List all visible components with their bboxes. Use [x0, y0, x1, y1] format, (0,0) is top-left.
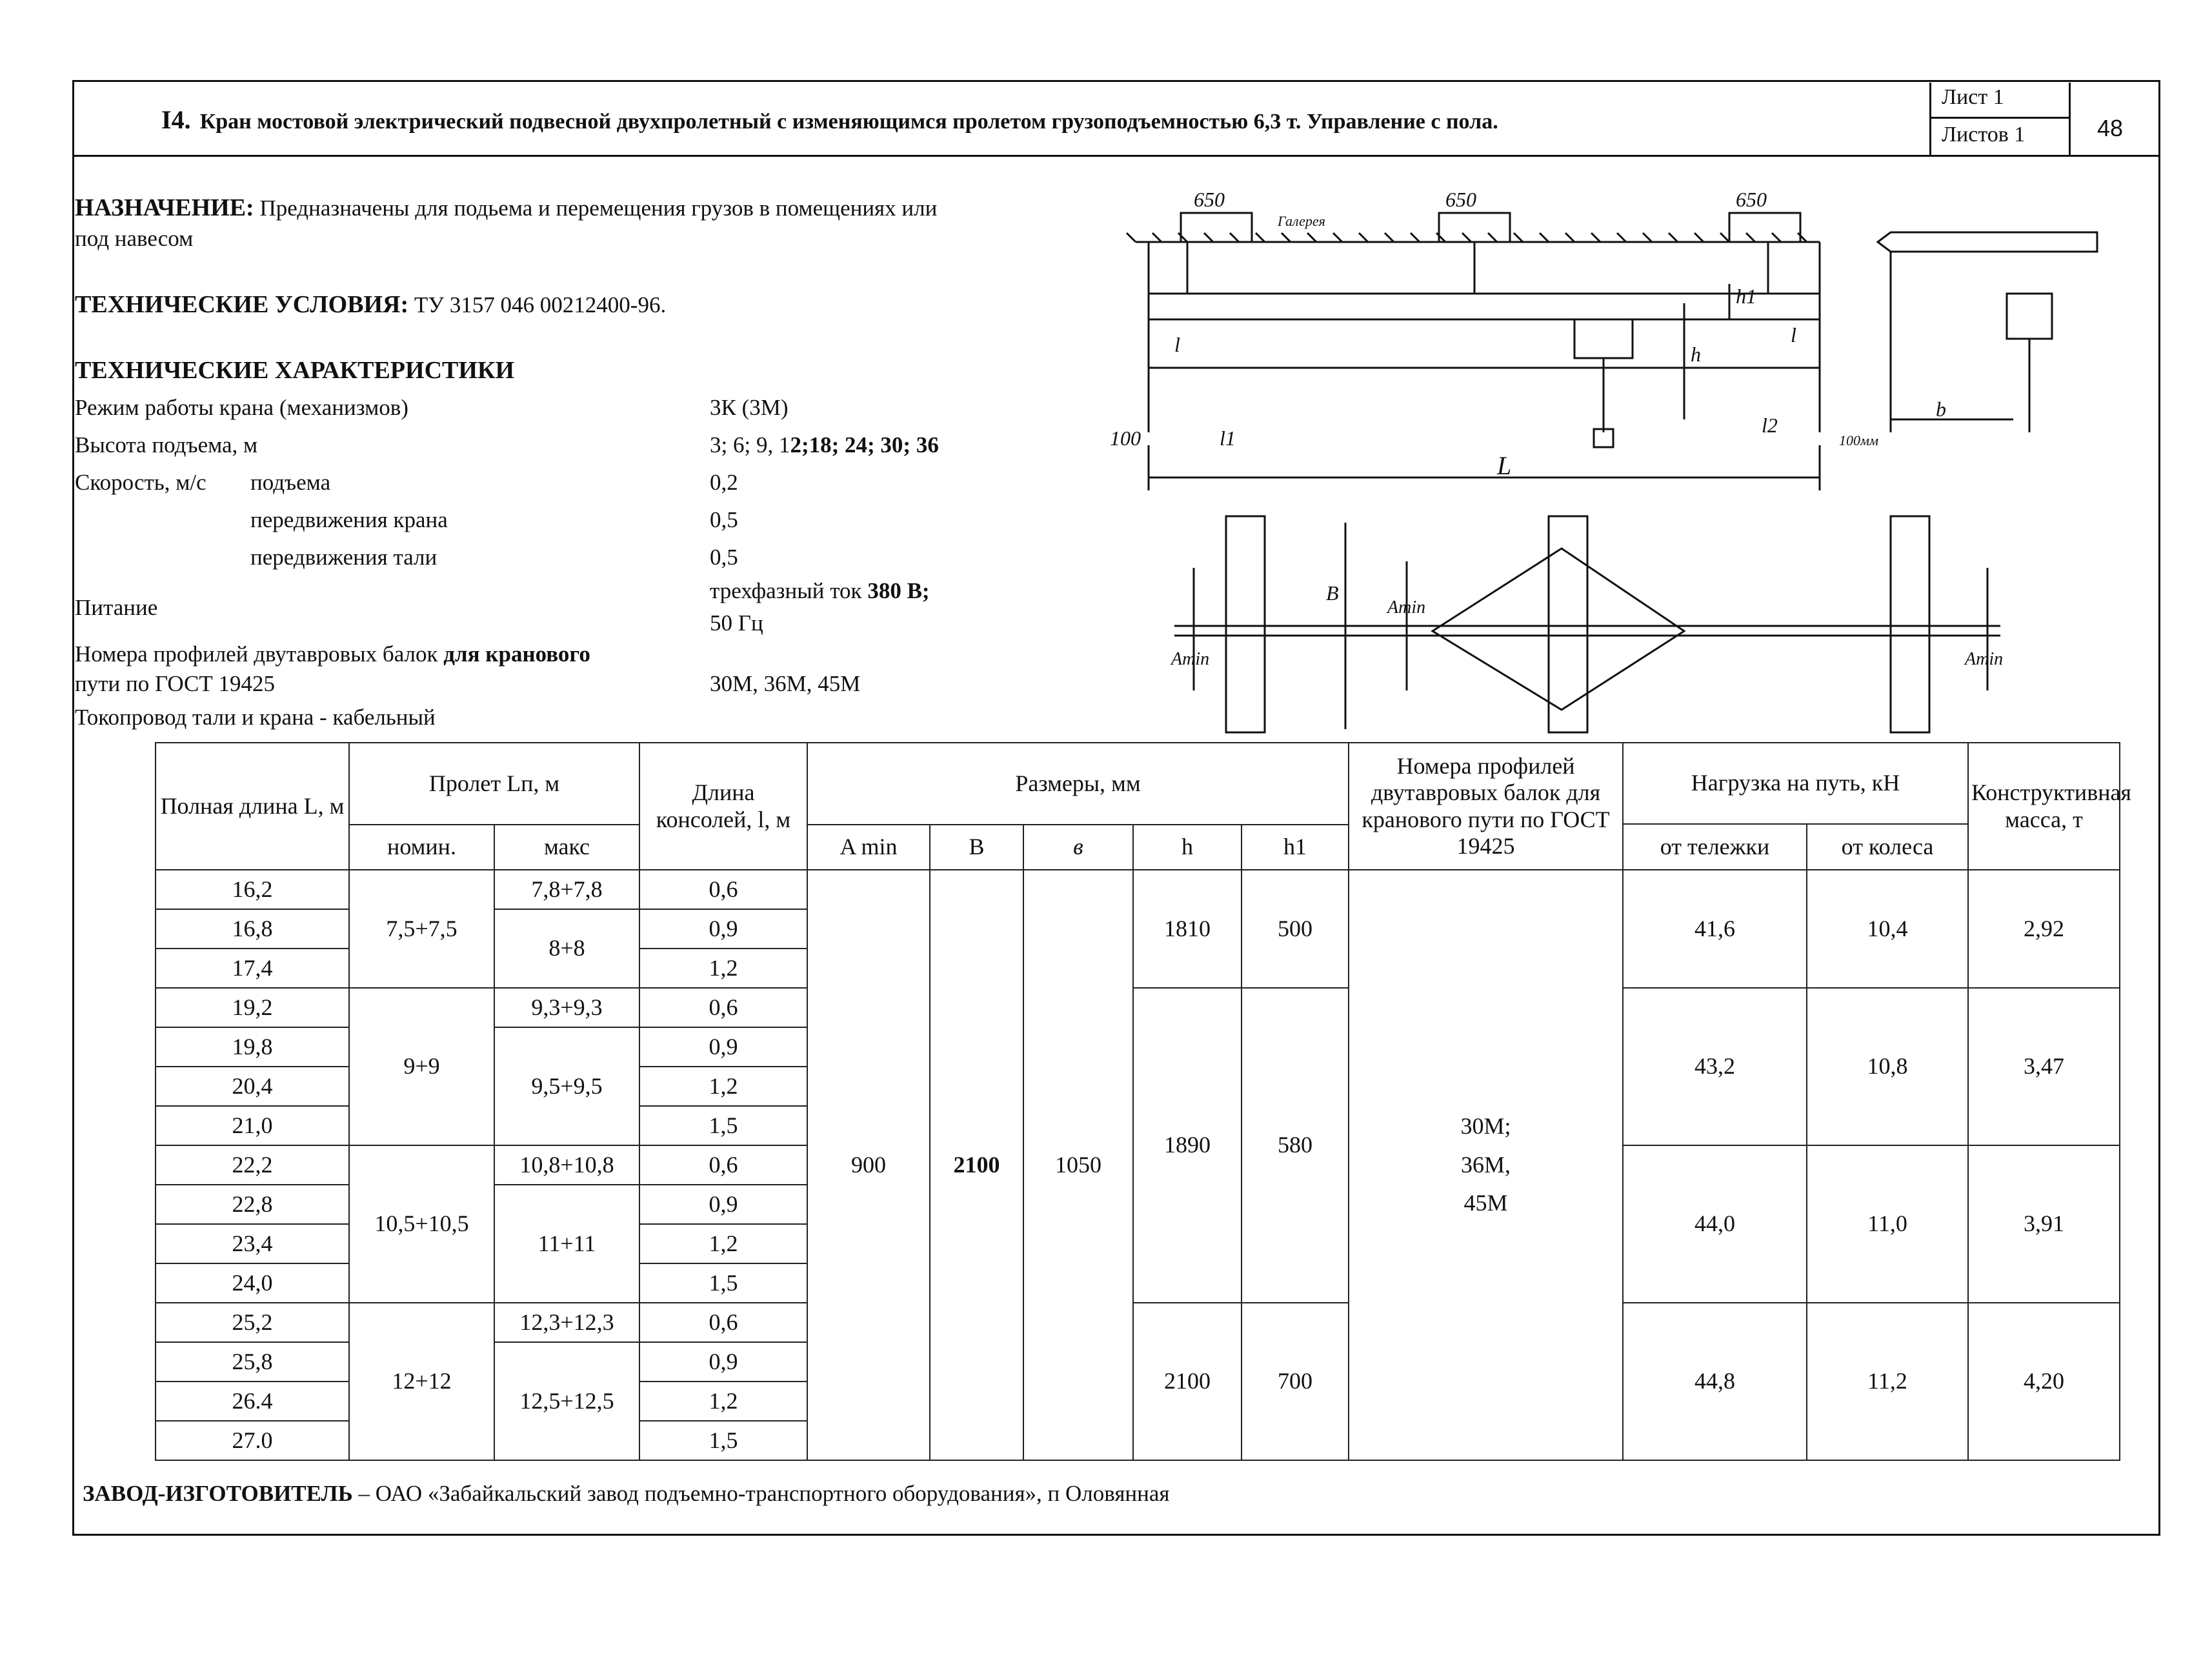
th-h1: h1	[1242, 825, 1349, 870]
cell-console: 0,9	[639, 1185, 807, 1224]
side-roof	[1878, 232, 2097, 252]
cell-span-max: 10,8+10,8	[494, 1145, 639, 1185]
th-console: Длина консолей, l, м	[639, 743, 807, 870]
cell-console: 0,6	[639, 1145, 807, 1185]
roof-bump-3	[1729, 213, 1800, 242]
cell-mass: 2,92	[1968, 870, 2120, 988]
cell-span-nom: 7,5+7,5	[349, 870, 494, 988]
cell-h1: 700	[1242, 1303, 1349, 1460]
power-value-2: 50 Гц	[710, 610, 763, 636]
table-row	[156, 988, 2120, 1027]
cell-span-max: 12,5+12,5	[494, 1342, 639, 1460]
roof-bump-2	[1439, 213, 1510, 242]
manufacturer	[83, 1481, 1170, 1507]
sheets-label: Листов 1	[1931, 119, 2071, 155]
cell-console: 1,2	[639, 1067, 807, 1106]
characteristics-title: ТЕХНИЧЕСКИЕ ХАРАКТЕРИСТИКИ	[75, 357, 515, 384]
speed-crane-label: передвижения крана	[250, 507, 448, 532]
cell-h: 1890	[1133, 988, 1242, 1303]
th-dims: Размеры, мм	[807, 743, 1349, 825]
th-span-max: макс	[494, 825, 639, 870]
label-650-3: 650	[1736, 188, 1767, 211]
sheet-label: Лист 1	[1931, 83, 2071, 119]
cell-h1: 500	[1242, 870, 1349, 988]
cell-length: 27.0	[156, 1421, 349, 1460]
table-row	[156, 870, 2120, 909]
cable-label: Токопровод тали и крана - кабельный	[75, 705, 436, 730]
speed-lift-value: 0,2	[710, 470, 738, 495]
cell-console: 1,2	[639, 1224, 807, 1263]
power-value-bold: 380 В;	[867, 578, 930, 603]
cell-profiles	[1349, 870, 1623, 1460]
label-amin-left: Amin	[1171, 649, 1210, 669]
th-span-nom: номин.	[349, 825, 494, 870]
cell-h: 2100	[1133, 1303, 1242, 1460]
cell-h1: 580	[1242, 988, 1349, 1303]
th-span: Пролет Lп, м	[349, 743, 639, 825]
label-100: 100	[1110, 427, 1141, 450]
cell-load-wheel: 11,2	[1807, 1303, 1968, 1460]
height-label: Высота подъема, м	[75, 432, 258, 457]
cell-length: 25,2	[156, 1303, 349, 1342]
cell-span-nom: 12+12	[349, 1303, 494, 1460]
title-text: Кран мостовой электрический подвесной двухпролетный с изменяющимся пролетом грузоподъемностью 6,3 т. Управление с пола.	[199, 110, 1498, 134]
mode-label: Режим работы крана (механизмов)	[75, 395, 408, 420]
label-b: b	[1936, 397, 1946, 421]
cell-console: 0,6	[639, 1303, 807, 1342]
roof-hatch	[1127, 233, 1807, 242]
cell-load-wheel: 10,8	[1807, 988, 1968, 1145]
cell-console: 1,2	[639, 949, 807, 988]
th-b: в	[1023, 825, 1133, 870]
conditions-line	[75, 290, 666, 319]
cell-mass: 3,47	[1968, 988, 2120, 1145]
cell-load-trolley: 44,0	[1623, 1145, 1807, 1303]
th-mass: Конструктивная масса, т	[1968, 743, 2120, 870]
height-value-plain: 3; 6; 9, 1	[710, 432, 790, 457]
sheet-info-box	[1929, 83, 2067, 155]
cell-length: 24,0	[156, 1263, 349, 1303]
plan-mid-runway	[1549, 516, 1587, 732]
table-row	[156, 1303, 2120, 1342]
cell-B: 2100	[930, 870, 1023, 1460]
profiles-label-bold: для кранового	[443, 641, 590, 667]
purpose-line1	[75, 194, 937, 222]
cell-console: 0,9	[639, 1027, 807, 1067]
plan-truss	[1433, 548, 1684, 710]
roof-bump-1	[1181, 213, 1252, 242]
label-650-2: 650	[1445, 188, 1476, 211]
spec-table	[155, 742, 2131, 1461]
cell-console: 0,9	[639, 909, 807, 949]
bridge-beam	[1149, 294, 1820, 319]
power-value-1	[710, 578, 930, 604]
height-value	[710, 432, 939, 458]
cell-console: 0,9	[639, 1342, 807, 1382]
cell-length: 16,2	[156, 870, 349, 909]
cell-length: 19,8	[156, 1027, 349, 1067]
manufacturer-text: – ОАО «Забайкальский завод подъемно-транспортного оборудования», п Оловянная	[352, 1481, 1170, 1506]
cell-length: 17,4	[156, 949, 349, 988]
th-load-trolley: от тележки	[1623, 824, 1807, 870]
cell-span-max: 12,3+12,3	[494, 1303, 639, 1342]
th-load: Нагрузка на путь, кН	[1623, 743, 1968, 824]
speed-hoist-value: 0,5	[710, 545, 738, 570]
cell-span-max: 9,3+9,3	[494, 988, 639, 1027]
plan-left-runway	[1226, 516, 1265, 732]
th-load-wheel: от колеса	[1807, 824, 1968, 870]
conditions-value: ТУ 3157 046 00212400-96.	[414, 292, 667, 317]
label-h: h	[1691, 343, 1701, 366]
cell-span-max: 8+8	[494, 909, 639, 988]
purpose-label: НАЗНАЧЕНИЕ:	[75, 194, 254, 221]
cell-span-max: 11+11	[494, 1185, 639, 1303]
crane-drawing	[1084, 174, 2142, 742]
cell-b: 1050	[1023, 870, 1133, 1460]
label-amin-right: Amin	[1965, 649, 2004, 669]
cell-length: 25,8	[156, 1342, 349, 1382]
cell-amin: 900	[807, 870, 930, 1460]
cell-console: 1,5	[639, 1106, 807, 1145]
profiles-value: 30М, 36М, 45М	[710, 671, 861, 696]
cell-console: 0,6	[639, 870, 807, 909]
cell-load-trolley: 44,8	[1623, 1303, 1807, 1460]
cell-length: 16,8	[156, 909, 349, 949]
cell-console: 1,5	[639, 1421, 807, 1460]
manufacturer-label: ЗАВОД-ИЗГОТОВИТЕЛЬ	[83, 1481, 353, 1506]
mode-value: 3К (3М)	[710, 395, 789, 420]
header-divider	[72, 155, 2160, 157]
profiles-label-plain: Номера профилей двутавровых балок	[75, 641, 444, 667]
cell-load-wheel: 11,0	[1807, 1145, 1968, 1303]
cell-span-max: 9,5+9,5	[494, 1027, 639, 1145]
label-650-1: 650	[1194, 188, 1225, 211]
cell-load-wheel: 10,4	[1807, 870, 1968, 988]
th-amin: A min	[807, 825, 930, 870]
th-profiles: Номера профилей двутавровых балок для кранового пути по ГОСТ 19425	[1349, 743, 1623, 870]
label-h1: h1	[1736, 285, 1756, 308]
th-full-length: Полная длина L, м	[156, 743, 349, 870]
cell-mass: 4,20	[1968, 1303, 2120, 1460]
hoist-body	[1574, 319, 1633, 358]
cell-length: 22,8	[156, 1185, 349, 1224]
cell-console: 0,6	[639, 988, 807, 1027]
cell-mass: 3,91	[1968, 1145, 2120, 1303]
cell-span-nom: 10,5+10,5	[349, 1145, 494, 1303]
cell-console: 1,5	[639, 1263, 807, 1303]
cell-profiles-line: 30М;	[1460, 1113, 1511, 1140]
cell-length: 20,4	[156, 1067, 349, 1106]
label-l1: l1	[1220, 427, 1236, 450]
speed-label: Скорость, м/с	[75, 470, 206, 495]
plan-right-runway	[1891, 516, 1929, 732]
side-hoist	[2007, 294, 2052, 339]
page-title	[161, 105, 1498, 135]
cell-length: 19,2	[156, 988, 349, 1027]
label-L: L	[1497, 451, 1512, 480]
cell-load-trolley: 43,2	[1623, 988, 1807, 1145]
purpose-text-2: под навесом	[75, 226, 194, 251]
label-gallery: Галерея	[1278, 213, 1325, 229]
cell-length: 21,0	[156, 1106, 349, 1145]
label-100mm: 100мм	[1839, 432, 1879, 448]
label-l2: l2	[1762, 414, 1778, 437]
speed-crane-value: 0,5	[710, 507, 738, 532]
power-value-plain: трехфазный ток	[710, 578, 868, 603]
cell-load-trolley: 41,6	[1623, 870, 1807, 988]
title-number: I4.	[161, 105, 191, 134]
cell-length: 26.4	[156, 1382, 349, 1421]
cell-span-nom: 9+9	[349, 988, 494, 1145]
cell-length: 23,4	[156, 1224, 349, 1263]
height-value-bold: 2;18; 24; 30; 36	[790, 432, 939, 457]
label-amin-mid: Amin	[1387, 598, 1426, 618]
cell-console: 1,2	[639, 1382, 807, 1421]
speed-hoist-label: передвижения тали	[250, 545, 437, 570]
power-label: Питание	[75, 595, 158, 620]
cell-profiles-line: 45М	[1463, 1190, 1508, 1216]
conditions-label: ТЕХНИЧЕСКИЕ УСЛОВИЯ:	[75, 291, 409, 318]
label-l-left: l	[1174, 333, 1180, 356]
purpose-text-1: Предназначены для подьема и перемещения грузов в помещениях или	[259, 196, 938, 221]
label-B: B	[1326, 581, 1339, 605]
profiles-label-2: пути по ГОСТ 19425	[75, 671, 276, 696]
cell-span-max: 7,8+7,8	[494, 870, 639, 909]
profiles-label-1	[75, 641, 590, 667]
cell-length: 22,2	[156, 1145, 349, 1185]
label-l-right: l	[1791, 323, 1796, 347]
cell-h: 1810	[1133, 870, 1242, 988]
cell-profiles-line: 36М,	[1461, 1151, 1511, 1178]
th-B: B	[930, 825, 1023, 870]
speed-lift-label: подъема	[250, 470, 331, 495]
page-number: 48	[2097, 115, 2124, 141]
th-h: h	[1133, 825, 1242, 870]
